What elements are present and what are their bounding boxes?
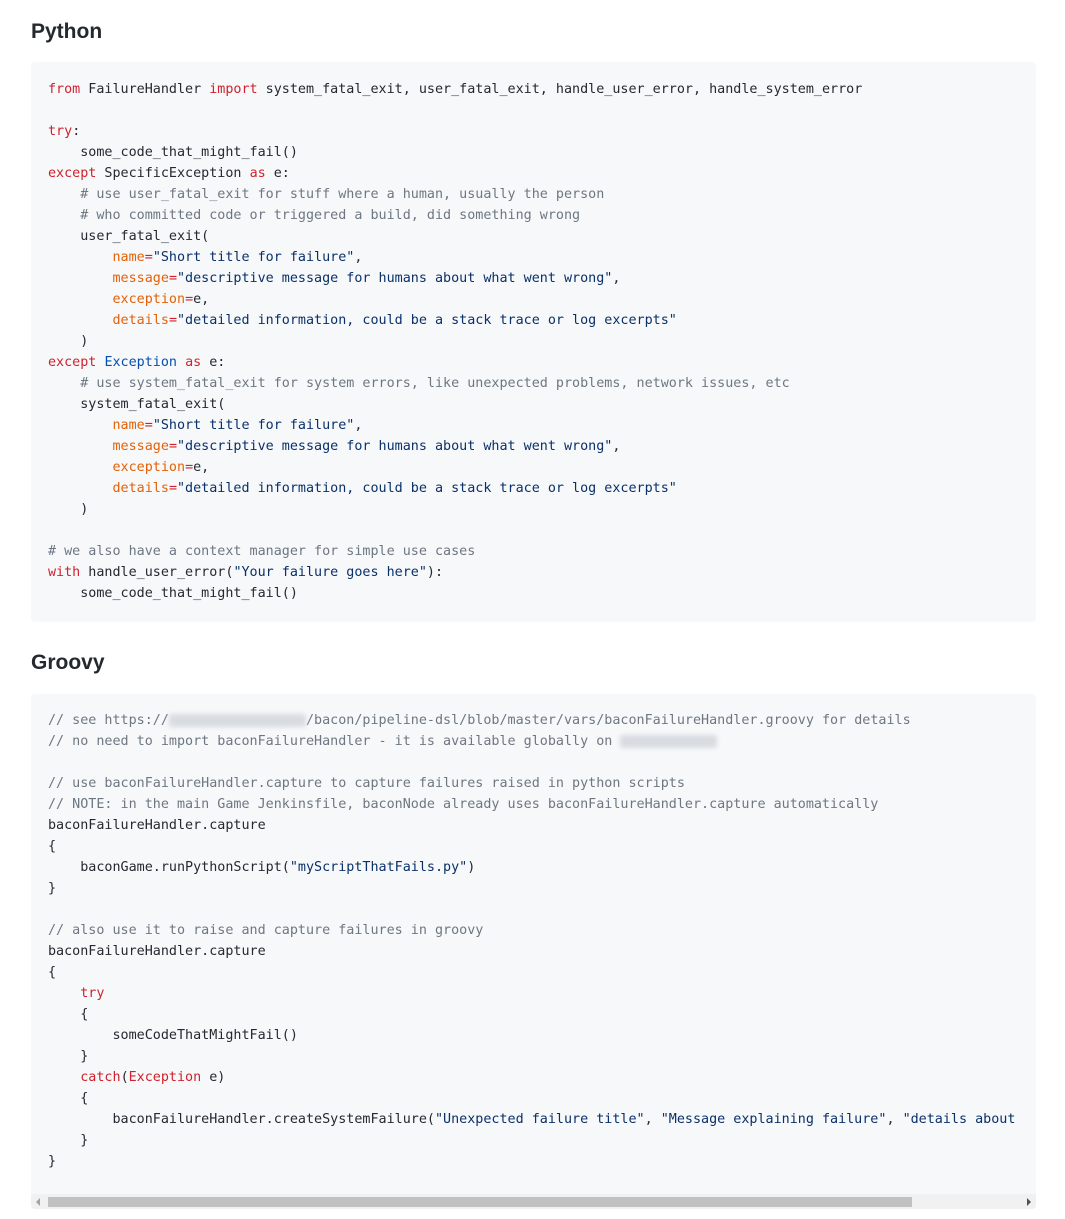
code-token: name [112,250,145,265]
code-token: as [249,166,266,181]
code-line [48,247,862,268]
code-line [48,1130,1015,1151]
code-token: e: [201,355,226,370]
code-token: // use baconFailureHandler.capture to capture failures raised in python scripts [48,776,685,791]
code-token: { [48,965,57,980]
code-token: } [48,881,57,896]
code-token: system_fatal_exit( [48,397,226,412]
code-line [48,121,862,142]
groovy-code [48,710,1015,1172]
code-token: # we also have a context manager for simple use cases [48,544,476,559]
code-token: e, [193,292,210,307]
code-token: exception [112,292,186,307]
code-line [48,541,862,562]
code-token [48,292,113,307]
code-token: # who committed code or triggered a build, did something wrong [48,208,581,223]
code-token: handle_user_error( [80,565,234,580]
code-token: name [112,418,145,433]
code-token: = [144,418,153,433]
code-line [48,478,862,499]
code-token: SpecificException [96,166,250,181]
code-token: with [48,565,81,580]
code-line [48,142,862,163]
code-line [48,941,1015,962]
code-token [48,481,113,496]
code-line [48,457,862,478]
code-token: Exception [104,355,177,370]
code-line [48,1004,1015,1025]
code-token: details [112,481,169,496]
code-token: /bacon/pipeline-dsl/blob/master/vars/baconFailureHandler.groovy for details [306,713,911,728]
code-line [48,289,862,310]
code-line [48,1088,1015,1109]
code-token: "descriptive message for humans about what went wrong" [177,271,613,286]
code-token: "descriptive message for humans about what went wrong" [177,439,613,454]
code-token: some_code_that_might_fail() [48,586,298,601]
code-token: "Message explaining failure" [660,1112,887,1127]
code-line [48,226,862,247]
redacted-text [169,714,306,727]
code-line [48,415,862,436]
code-token: some_code_that_might_fail() [48,145,298,160]
code-token: , [644,1112,661,1127]
code-token: ( [120,1070,129,1085]
python-code [48,79,862,604]
code-token [48,250,113,265]
code-line [48,1025,1015,1046]
scrollbar-thumb[interactable] [48,1197,912,1207]
code-line [48,184,862,205]
code-token: message [112,439,169,454]
code-line [48,815,1015,836]
code-token: except [48,166,97,181]
code-line [48,710,1015,731]
code-token [48,460,113,475]
redacted-text [620,735,717,748]
code-token: "Short title for failure" [152,250,355,265]
code-token: e: [265,166,290,181]
code-token: baconFailureHandler.capture [48,818,266,833]
code-token: { [48,1091,89,1106]
code-token: from [48,82,81,97]
code-line [48,331,862,352]
code-line [48,773,1015,794]
code-token: = [168,481,177,496]
code-token: } [48,1049,89,1064]
code-line [48,79,862,100]
code-token: { [48,839,57,854]
scroll-left-arrow-icon[interactable] [36,1198,40,1206]
code-token: exception [112,460,186,475]
code-token: baconGame.runPythonScript( [48,860,290,875]
code-line [48,394,862,415]
code-line [48,562,862,583]
code-token: import [209,82,258,97]
code-token: ) [467,860,476,875]
code-token: } [48,1154,57,1169]
section-title-python: Python [31,20,103,43]
code-token [48,271,113,286]
code-token [177,355,185,370]
code-line [48,1151,1015,1172]
code-token: # use user_fatal_exit for stuff where a human, usually the person [48,187,605,202]
code-line [48,373,862,394]
code-token [48,1070,80,1085]
code-token: // NOTE: in the main Game Jenkinsfile, baconNode already uses baconFailureHandler.capture automatically [48,797,879,812]
code-token: as [185,355,202,370]
code-token: ): [426,565,444,580]
code-token: "Your failure goes here" [233,565,427,580]
code-token: , [612,271,621,286]
code-token: someCodeThatMightFail() [48,1028,298,1043]
code-token: // also use it to raise and capture failures in groovy [48,923,484,938]
code-token: try [48,124,73,139]
code-token: // no need to import baconFailureHandler - it is available globally on [48,734,621,749]
code-token: "Short title for failure" [152,418,355,433]
code-token: = [185,292,194,307]
code-token: "detailed information, could be a stack trace or log excerpts" [177,313,677,328]
code-token: baconFailureHandler.capture [48,944,266,959]
code-token [48,439,113,454]
code-line [48,920,1015,941]
code-line [48,1046,1015,1067]
python-code-block [31,62,1036,622]
code-line [48,794,1015,815]
code-line [48,1109,1015,1130]
code-line [48,163,862,184]
code-line [48,499,862,520]
code-line [48,100,862,121]
code-token: // see https:// [48,713,169,728]
code-token: , [354,418,363,433]
code-token: message [112,271,169,286]
code-token: } [48,1133,89,1148]
section-title-groovy: Groovy [31,651,105,674]
code-token: ) [48,502,89,517]
code-token: : [72,124,81,139]
code-token: , [354,250,363,265]
code-token: e, [193,460,210,475]
code-line [48,436,862,457]
code-token: , [886,1112,903,1127]
code-token: { [48,1007,89,1022]
horizontal-scrollbar[interactable] [31,1194,1036,1209]
scroll-right-arrow-icon[interactable] [1027,1198,1031,1206]
groovy-code-block [31,694,1036,1209]
code-line [48,583,862,604]
code-line [48,205,862,226]
code-token: = [168,271,177,286]
code-token: = [144,250,153,265]
code-token: catch [80,1070,121,1085]
code-token: , [612,439,621,454]
code-line [48,352,862,373]
code-token: e) [201,1070,226,1085]
code-line [48,268,862,289]
code-line [48,836,1015,857]
code-token: = [168,439,177,454]
code-token: "detailed information, could be a stack trace or log excerpts" [177,481,677,496]
code-token: # use system_fatal_exit for system errors, like unexpected problems, network issues, etc [48,376,790,391]
code-token: "details about [902,1112,1016,1127]
code-line [48,520,862,541]
code-line [48,731,1015,752]
code-line [48,310,862,331]
code-token: = [185,460,194,475]
code-token: baconFailureHandler.createSystemFailure( [48,1112,435,1127]
code-token: details [112,313,169,328]
code-line [48,1067,1015,1088]
code-token: "Unexpected failure title" [434,1112,645,1127]
code-token: Exception [128,1070,202,1085]
code-line [48,962,1015,983]
code-token [48,418,113,433]
code-line [48,857,1015,878]
code-line [48,752,1015,773]
code-token [48,313,113,328]
code-token: ) [48,334,89,349]
code-token: = [168,313,177,328]
code-token: system_fatal_exit, user_fatal_exit, handle_user_error, handle_system_error [257,82,863,97]
code-token: try [80,986,105,1001]
code-token [48,986,80,1001]
code-line [48,983,1015,1004]
code-token: user_fatal_exit( [48,229,210,244]
code-line [48,899,1015,920]
code-token: FailureHandler [80,82,210,97]
code-token: except [48,355,97,370]
code-token: "myScriptThatFails.py" [289,860,468,875]
code-line [48,878,1015,899]
